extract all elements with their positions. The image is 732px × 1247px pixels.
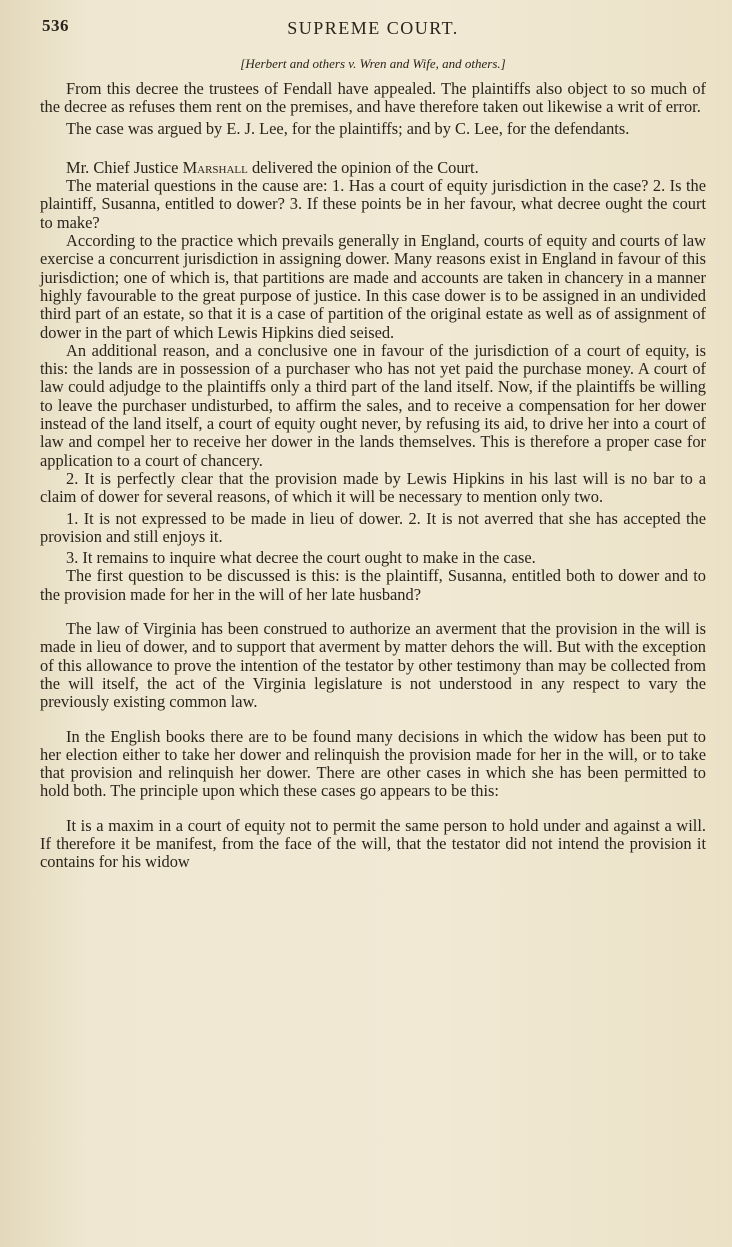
paragraph-opinion-intro [40, 159, 706, 177]
justice-name: Marshall [182, 157, 248, 177]
paragraph-decree: 3. It remains to inquire what decree the court ought to make in the case. [66, 548, 536, 568]
paragraph-jurisdiction: According to the practice which prevails generally in England, courts of equity and courts of law exercise a concurrent jurisdiction in assigning dower. Many reasons exist in England in favour of this jurisdiction; one of which is, that partitions are made and accounts are taken in chancery in a manner highly favourable to the great purpose of justice. In this case dower is to be assigned in an undivided third part of an estate, so that it is a case of partition of the original estate as well as of assignment of dower in the part of which Lewis Hipkins died seised. [40, 231, 706, 342]
paragraph-virginia-law: The law of Virginia has been construed to authorize an averment that the provision in the will is made in lieu of dower, and to support that averment by matter dehors the will. But with the exception of this allowance to prove the intention of the testator by other testimony than may be collected from the will itself, the act of the Virginia legislature is not understood in any respect to vary the previously existing common law. [40, 619, 706, 712]
paragraph-additional-reason: An additional reason, and a conclusive one in favour of the jurisdiction of a court of equity, is this: the lands are in possession of a purchaser who has not yet paid the purchase money. A court of law could adjudge to the plaintiffs only a third part of the land itself. Now, if the plaintiffs be willing to leave the purchaser undisturbed, to affirm the sales, and to receive a compensation for her dower instead of the land itself, a court of equity ought never, by refusing its aid, to drive her into a court of law and compel her to receive her dower in the lands themselves. This is therefore a proper case for application to a court of chancery. [40, 340, 706, 470]
paragraph-english-books: In the English books there are to be found many decisions in which the widow has been put to her election either to take her dower and relinquish the provision made for her in the will, or to take that provision and relinquish her dower. There are other cases in which she has been permitted to hold both. The principle upon which these cases go appears to be this: [40, 726, 706, 801]
paragraph-appeal: From this decree the trustees of Fendall have appealed. The plaintiffs also object to so much of the decree as refuses them rent on the premises, and have therefore taken out likewise a writ of error. [40, 79, 706, 117]
paragraph-two-reasons: 1. It is not expressed to be made in lieu of dower. 2. It is not averred that she has accepted the provision and still enjoys it. [40, 508, 706, 546]
running-title: SUPREME COURT. [287, 18, 459, 38]
case-caption: [Herbert and others v. Wren and Wife, and others.] [240, 56, 506, 71]
paragraph-questions: The material questions in the cause are: 1. Has a court of equity jurisdiction in the case? 2. Is the plaintiff, Susanna, entitled to dower? 3. If these points be in her favour, what decree ought the court to make? [40, 176, 706, 232]
paragraph-counsel: The case was argued by E. J. Lee, for the plaintiffs; and by C. Lee, for the defendants. [66, 118, 630, 138]
paragraph-equity-maxim: It is a maxim in a court of equity not to permit the same person to hold under and against a will. If therefore it be manifest, from the face of the will, that the testator did not intend the provision it contains for his widow [40, 815, 706, 872]
paragraph-provision-no-bar: 2. It is perfectly clear that the provision made by Lewis Hipkins in his last will is no bar to a claim of dower for several reasons, of which it will be necessary to mention only two. [40, 468, 706, 507]
opinion-intro-suffix: delivered the opinion of the Court. [251, 157, 479, 177]
opinion-intro-prefix: Mr. Chief Justice [66, 157, 179, 177]
paragraph-first-question: The first question to be discussed is this: is the plaintiff, Susanna, entitled both to dower and to the provision made for her in the will of her late husband? [40, 566, 706, 604]
page-number: 536 [42, 16, 69, 35]
running-head [40, 14, 706, 44]
